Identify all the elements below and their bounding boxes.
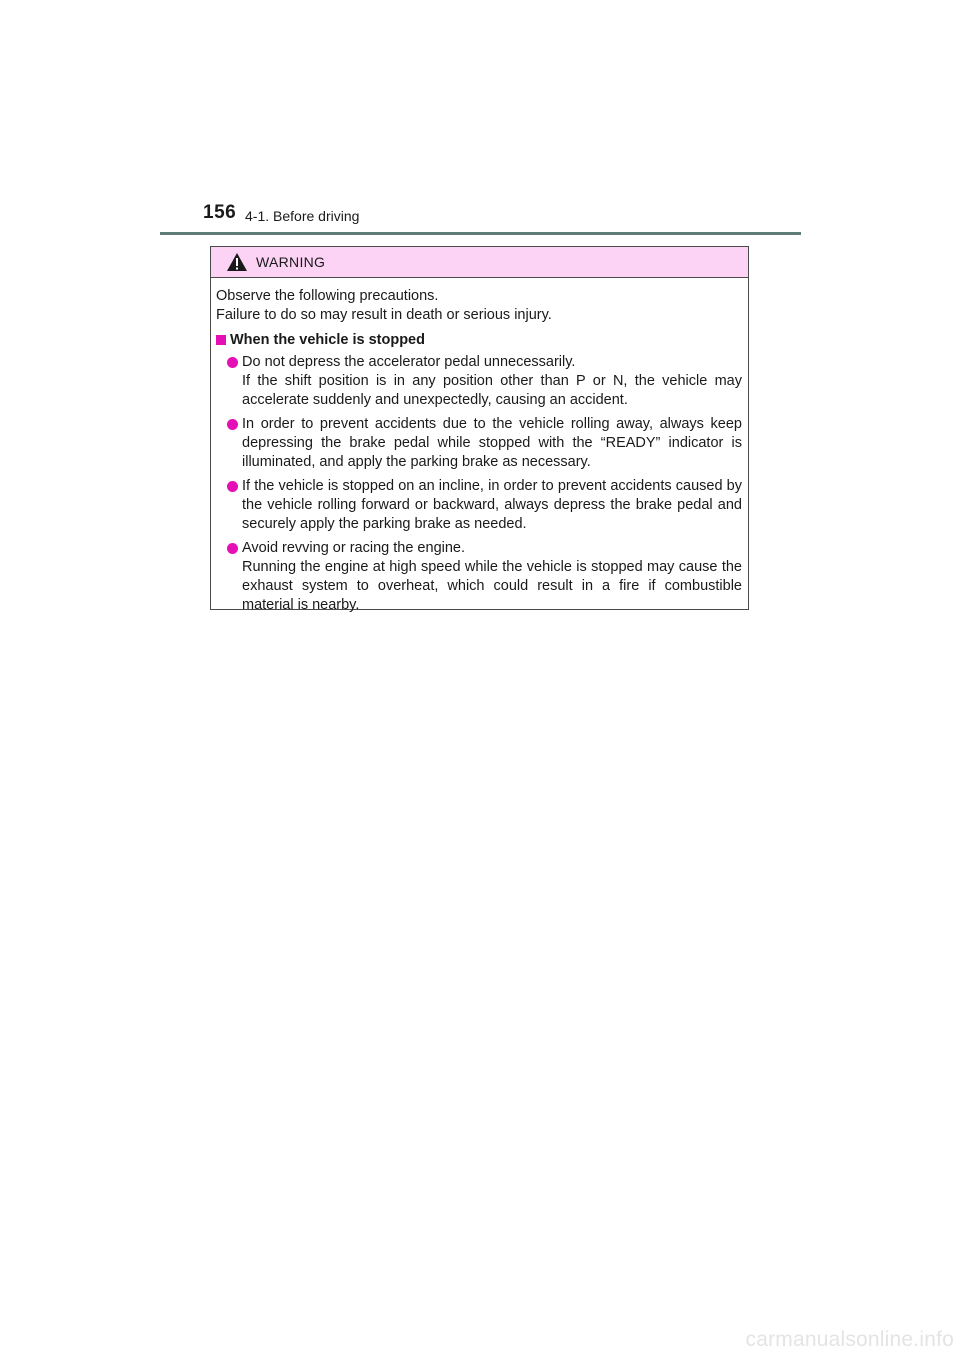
item-text: Do not depress the accelerator pedal unnecessarily. [242, 354, 576, 370]
list-item [216, 539, 742, 615]
page-number: 156 [203, 202, 237, 223]
list-item [216, 353, 742, 410]
warning-body [211, 278, 748, 615]
intro-line: Observe the following precautions. [216, 288, 439, 304]
warning-subheading [216, 331, 742, 350]
item-text: Avoid revving or racing the engine. [242, 540, 466, 556]
warning-box [210, 246, 749, 613]
item-text: If the shift position is in any position other than P or N, the vehicle may accelerate suddenly and unexpectedly, causing an accident. [242, 373, 742, 408]
circle-bullet-icon [227, 481, 238, 492]
circle-bullet-icon [227, 357, 238, 368]
section-title: 4-1. Before driving [245, 208, 360, 224]
circle-bullet-icon [227, 543, 238, 554]
item-text: In order to prevent accidents due to the vehicle rolling away, always keep depressing the brake pedal while stopped with the “READY” indicator is illuminated, and apply the parking brake as necessary. [242, 416, 742, 470]
warning-header [211, 247, 748, 278]
header-divider [160, 232, 801, 235]
list-item [216, 477, 742, 534]
intro-line: Failure to do so may result in death or serious injury. [216, 307, 552, 323]
item-text: If the vehicle is stopped on an incline, in order to prevent accidents caused by the vehicle rolling forward or backward, always depress the brake pedal and securely apply the parking brake as needed. [242, 478, 742, 532]
watermark: carmanualsonline.info [745, 1328, 954, 1351]
square-bullet-icon [216, 335, 226, 345]
warning-label: WARNING [256, 254, 326, 270]
subheading-text: When the vehicle is stopped [230, 332, 425, 348]
warning-triangle-icon [226, 252, 248, 272]
list-item [216, 415, 742, 472]
circle-bullet-icon [227, 419, 238, 430]
precaution-list [216, 353, 742, 615]
item-text: Running the engine at high speed while the vehicle is stopped may cause the exhaust system to overheat, which could result in a fire if combustible material is nearby. [242, 559, 742, 613]
